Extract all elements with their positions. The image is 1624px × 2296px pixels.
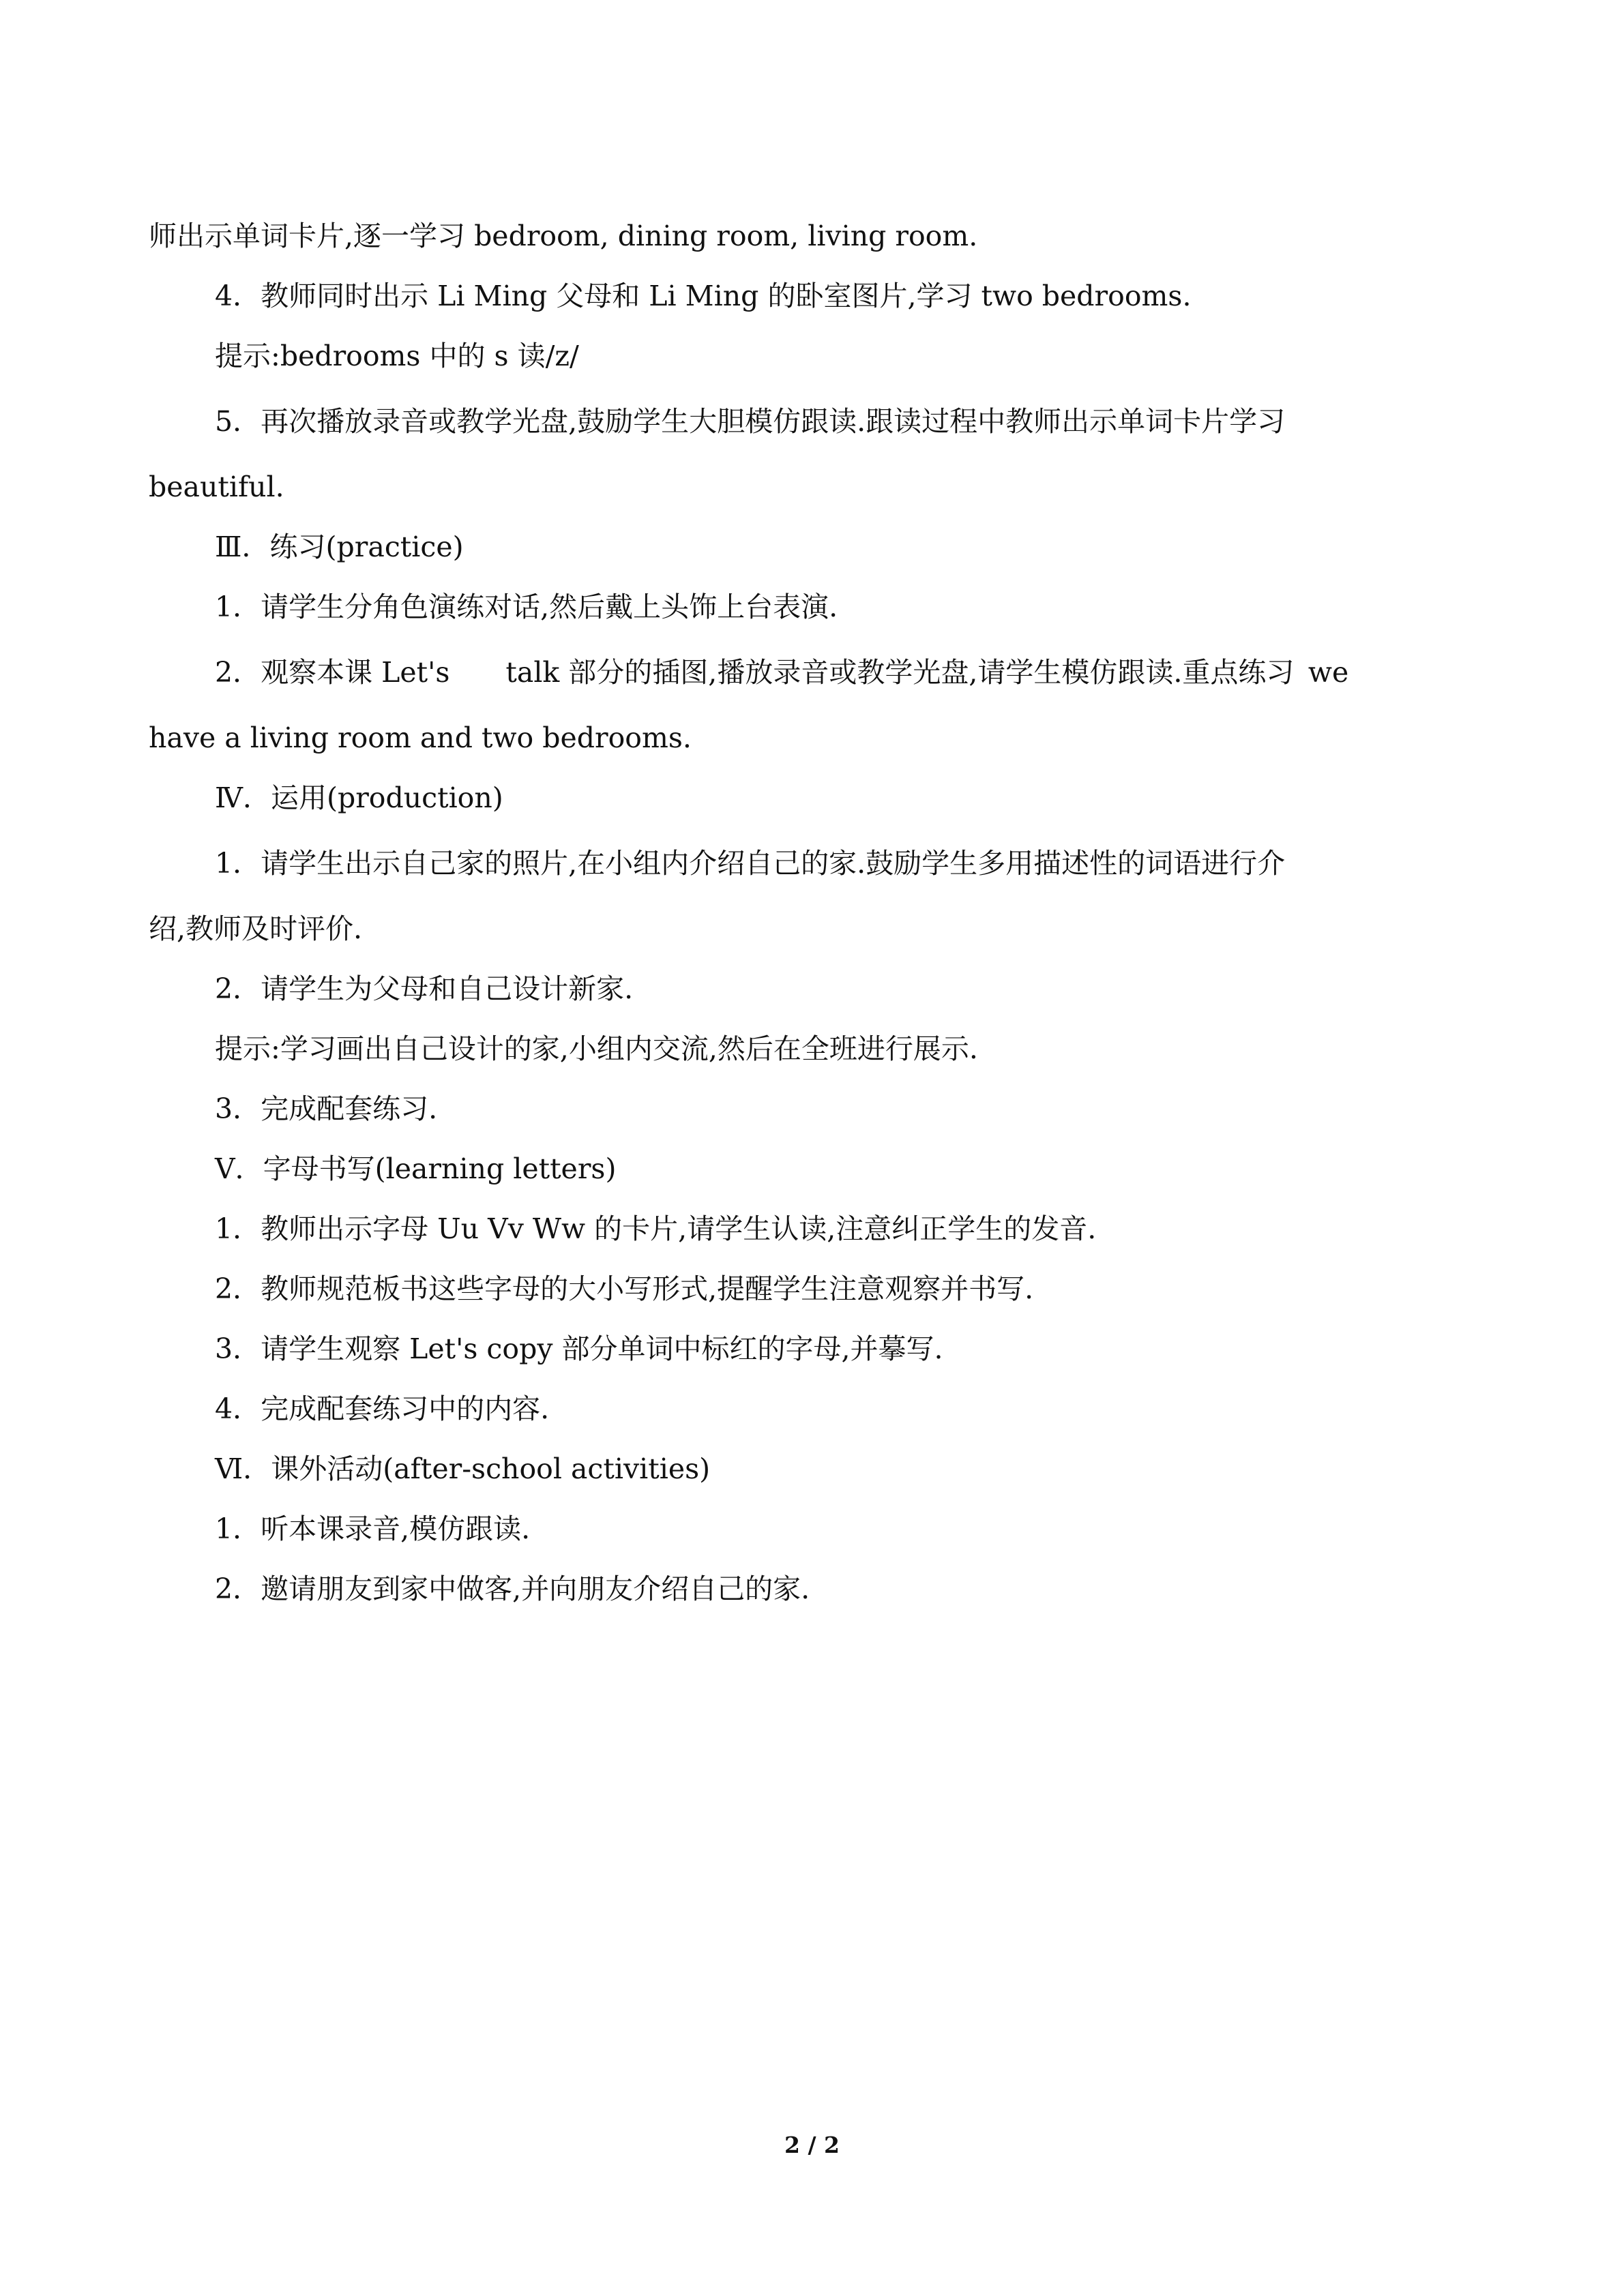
step-5-replay: 5．再次播放录音或教学光盘,鼓励学生大胆模仿跟读.跟读过程中教师出示单词卡片学习 [215, 405, 1286, 438]
practice-item-2: 2．观察本课 Let's talk 部分的插图,播放录音或教学光盘,请学生模仿跟读.重点练习 we [215, 656, 1349, 689]
tip-draw-home: 提示:学习画出自己设计的家,小组内交流,然后在全班进行展示. [215, 1032, 978, 1065]
practice-item-1: 1．请学生分角色演练对话,然后戴上头饰上台表演. [215, 591, 838, 623]
production-item-3: 3．完成配套练习. [215, 1092, 438, 1125]
production-item-1-continuation: 绍,教师及时评价. [149, 912, 363, 945]
step-5-continuation: beautiful. [149, 471, 284, 503]
document-body [149, 206, 1479, 1619]
step-4-bedrooms: 4．教师同时出示 Li Ming 父母和 Li Ming 的卧室图片,学习 two bedrooms. [215, 280, 1192, 312]
production-item-2: 2．请学生为父母和自己设计新家. [215, 972, 634, 1005]
after-school-item-1: 1．听本课录音,模仿跟读. [215, 1512, 531, 1545]
practice-item-2-continuation: have a living room and two bedrooms. [149, 721, 706, 754]
section-heading-learning-letters: Ⅴ．字母书写(learning letters) [215, 1152, 617, 1185]
letters-item-3: 3．请学生观察 Let's copy 部分单词中标红的字母,并摹写. [215, 1332, 943, 1365]
after-school-item-2: 2．邀请朋友到家中做客,并向朋友介绍自己的家. [215, 1572, 810, 1605]
section-heading-practice: Ⅲ．练习(practice) [215, 531, 464, 563]
section-heading-after-school: Ⅵ．课外活动(after-school activities) [215, 1452, 711, 1485]
letters-item-4: 4．完成配套练习中的内容. [215, 1392, 550, 1425]
page-number: 2 / 2 [784, 2132, 840, 2158]
section-heading-production: Ⅳ．运用(production) [215, 781, 503, 814]
tip-bedrooms-pronunciation: 提示:bedrooms 中的 s 读/z/ [215, 340, 579, 372]
letters-item-2: 2．教师规范板书这些字母的大小写形式,提醒学生注意观察并书写. [215, 1272, 1034, 1305]
letters-item-1: 1．教师出示字母 Uu Vv Ww 的卡片,请学生认读,注意纠正学生的发音. [215, 1212, 1097, 1245]
production-item-1: 1．请学生出示自己家的照片,在小组内介绍自己的家.鼓励学生多用描述性的词语进行介 [215, 847, 1286, 880]
paragraph-continuation-word-cards: 师出示单词卡片,逐一学习 bedroom, dining room, living room. [149, 220, 978, 252]
